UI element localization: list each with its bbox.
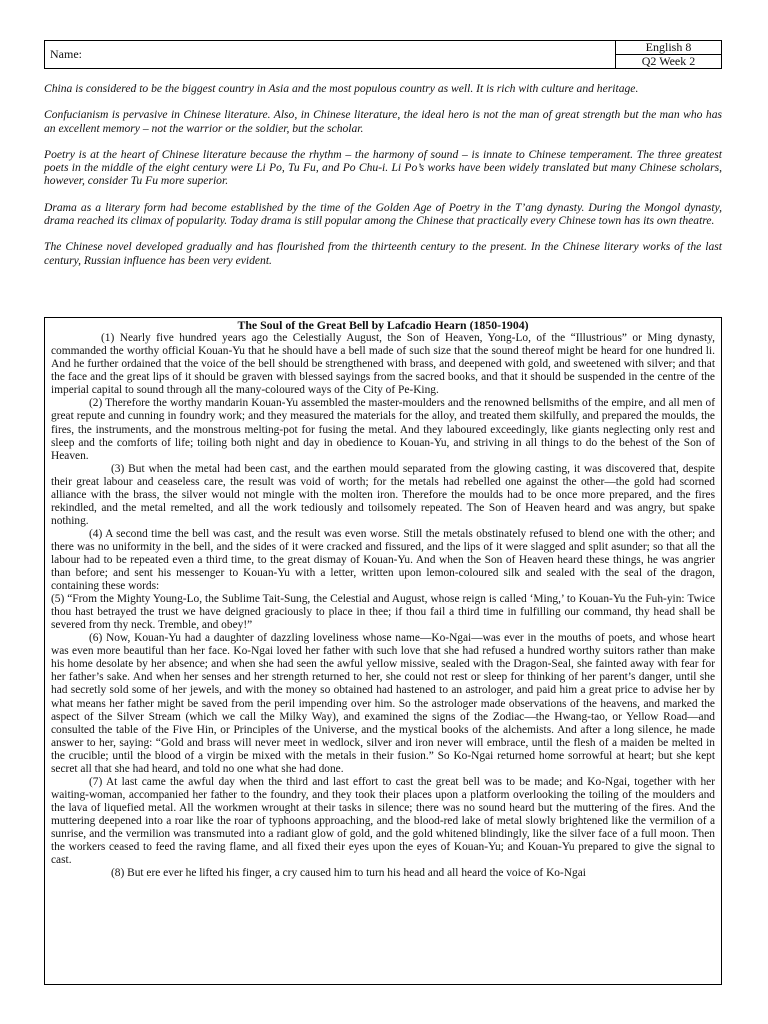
intro-paragraph: Confucianism is pervasive in Chinese literature. Also, in Chinese literature, the ideal hero is not the man of great strength but the man who has an excellent memory – not the warrior or the soldier, but the scholar. bbox=[44, 108, 722, 135]
story-paragraph: (2) Therefore the worthy mandarin Kouan-Yu assembled the master-moulders and the renowned bellsmiths of the empire, and all men of great repute and cunning in foundry work; and they measured the materials for the alloy, and treated them skilfully, and prepared the moulds, the fires, the instruments, and the monstrous melting-pot for fusing the metal. And they laboured exceedingly, like giants neglecting only rest and sleep and the comforts of life; toiling both night and day in obedience to Kouan-Yu, and striving in all things to do the behest of the Son of Heaven. bbox=[51, 397, 715, 462]
name-label: Name: bbox=[50, 47, 82, 61]
intro-paragraph: China is considered to be the biggest country in Asia and the most populous country as well. It is rich with culture and heritage. bbox=[44, 82, 639, 95]
story-paragraph: (8) But ere ever he lifted his finger, a cry caused him to turn his head and all heard the voice of Ko-Ngai bbox=[111, 867, 586, 880]
intro-section bbox=[44, 82, 722, 280]
story-paragraph: (6) Now, Kouan-Yu had a daughter of dazzling loveliness whose name—Ko-Ngai—was ever in the mouths of poets, and whose heart was even more beautiful than her face. Ko-Ngai loved her father with such love that she had refused a hundred worthy suitors rather than make his home desolate by her absence; and when she had seen the awful yellow missive, sealed with the Dragon-Seal, she fainted away with fear for her father’s sake. And when her senses and her strength returned to her, she could not rest or sleep for thinking of her parent’s danger, until she had secretly sold some of her jewels, and with the money so obtained had hastened to an astrologer, and paid him a great price to advise her by what means her father might be saved from the peril impending over him. So the astrologer made observations of the heavens, and marked the aspect of the Silver Stream (which we call the Milky Way), and examined the signs of the Zodiac—the Hwang-tao, or Yellow Road—and consulted the table of the Five Hin, or Principles of the Universe, and the mystical books of the alchemists. And after a long silence, he made answer to her, saying: “Gold and brass will never meet in wedlock, silver and iron never will embrace, until the flesh of a maiden be melted in the crucible; until the blood of a virgin be mixed with the metals in their fusion.” So Ko-Ngai returned home sorrowful at heart; but she kept secret all that she had heard, and told no one what she had done. bbox=[51, 632, 715, 775]
story-paragraph: (1) Nearly five hundred years ago the Celestially August, the Son of Heaven, Yong-Lo, of the “Illustrious” or Ming dynasty, commanded the worthy official Kouan-Yu that he should have a bell made of such size that the sound thereof might be heard for one hundred li. And he further ordained that the voice of the bell should be strengthened with brass, and deepened with gold, and sweetened with silver; and that the face and the great lips of it should be graven with blessed sayings from the sacred books, and that it should be suspended in the centre of the imperial capital to sound through all the many-coloured ways of the City of Pe-King. bbox=[51, 332, 715, 397]
story-paragraph: (5) “From the Mighty Young-Lo, the Sublime Tait-Sung, the Celestial and August, whose reign is called ‘Ming,’ to Kouan-Yu the Fuh-yin: Twice thou hast betrayed the trust we have deigned graciously to place in thee; if thou fail a third time in fulfilling our command, thy head shall be severed from thy neck. Tremble, and obey!” bbox=[51, 593, 715, 632]
subject-cell: English 8 bbox=[616, 41, 722, 55]
name-field[interactable] bbox=[45, 41, 616, 69]
intro-paragraph: Drama as a literary form had become established by the time of the Golden Age of Poetry in the T’ang dynasty. During the Mongol dynasty, drama reached its climax of popularity. Today drama is still popular among the Chinese that practically every Chinese town has its own theatre. bbox=[44, 200, 722, 228]
intro-paragraph: The Chinese novel developed gradually and has flourished from the thirteenth century to the present. In the Chinese literary works of the last century, Russian influence has been very evident. bbox=[44, 240, 722, 267]
story-paragraph: (7) At last came the awful day when the third and last effort to cast the great bell was to be made; and Ko-Ngai, together with her waiting-woman, accompanied her father to the foundry, and they took their places upon a platform overlooking the toiling of the moulders and the lava of liquefied metal. All the workmen wrought at their tasks in silence; there was no sound heard but the muttering of the fires. And the muttering deepened into a roar like the roar of typhoons approaching, and the blood-red lake of metal slowly brightened like the vermilion of a sunrise, and the vermilion was transmuted into a radiant glow of gold, and the gold whitened blindingly, like the silver face of a full moon. Then the workers ceased to feed the raving flame, and all fixed their eyes upon the eyes of Kouan-Yu; and Kouan-Yu prepared to give the signal to cast. bbox=[51, 775, 715, 867]
header-table bbox=[44, 40, 722, 69]
story-paragraph: (4) A second time the bell was cast, and the result was even worse. Still the metals obstinately refused to blend one with the other; and there was no uniformity in the bell, and the sides of it were cracked and fissured, and the lips of it were slagged and split asunder; so that all the labour had to be repeated even a third time, to the great dismay of Kouan-Yu. And when the Son of Heaven heard these things, he was angrier than before; and sent his messenger to Kouan-Yu with a letter, written upon lemon-coloured silk and sealed with the seal of the dragon, containing these words: bbox=[51, 527, 715, 593]
intro-paragraph: Poetry is at the heart of Chinese literature because the rhythm – the harmony of sound – is innate to Chinese temperament. The three greatest poets in the middle of the eight century were Li Po, Tu Fu, and Po Chu-i. Li Po’s works have been widely translated but many Chinese scholars, however, consider Tu Fu more superior. bbox=[44, 147, 722, 188]
story-box bbox=[44, 317, 722, 985]
week-cell: Q2 Week 2 bbox=[616, 55, 722, 69]
story-title: The Soul of the Great Bell by Lafcadio Hearn (1850-1904) bbox=[237, 318, 529, 332]
story-paragraph: (3) But when the metal had been cast, and the earthen mould separated from the glowing casting, it was discovered that, despite their great labour and ceaseless care, the result was void of worth; for the metals had rebelled one against the other—the gold had scorned alliance with the brass, the silver would not mingle with the molten iron. Therefore the moulds had to be once more prepared, and the fires rekindled, and the metal remelted, and all the work tediously and toilsomely repeated. The Son of Heaven heard and was angry, but spake nothing. bbox=[51, 462, 715, 527]
